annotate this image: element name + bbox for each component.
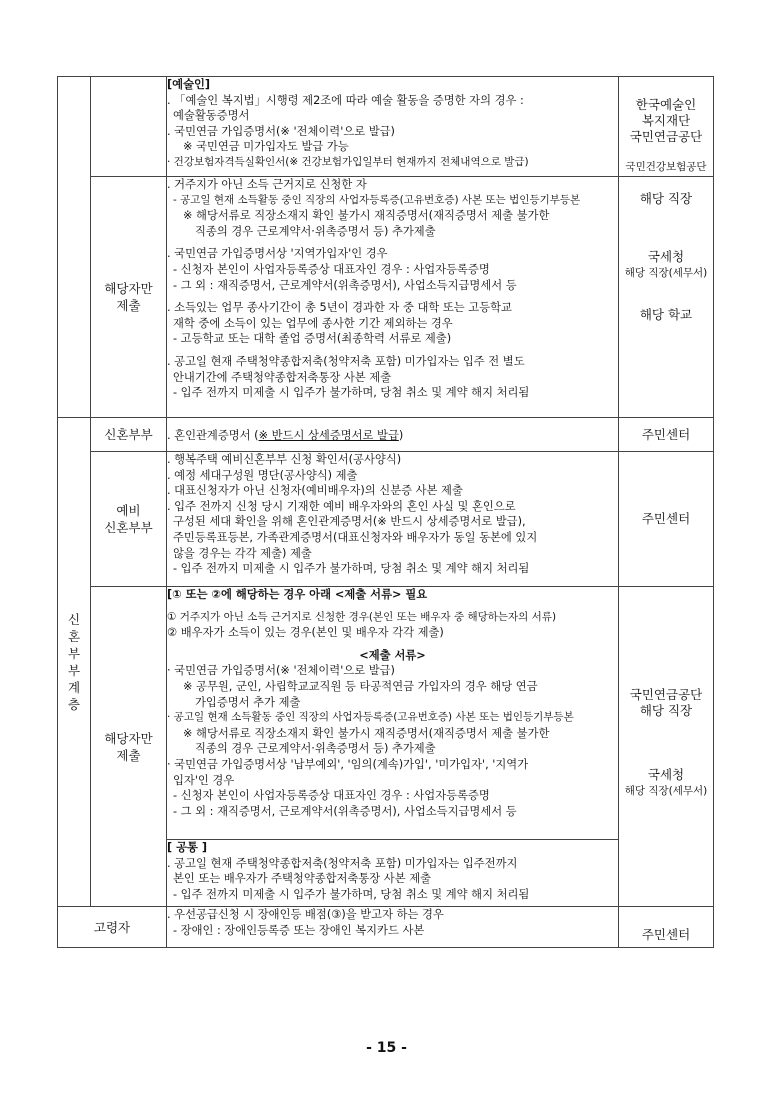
doc-line: . 소득있는 업무 종사기간이 총 5년이 경과한 자 중 대학 또는 고등학교	[167, 301, 512, 315]
elderly-content	[167, 907, 619, 948]
issuer-text: 국세청	[647, 767, 685, 782]
pre-newlywed-content	[167, 452, 619, 587]
issuer-text: 복지재단	[641, 113, 691, 128]
doc-line: . 대표신청자가 아닌 신청자(예비배우자)의 신분증 사본 제출	[167, 484, 463, 498]
doc-line: - 그 외 : 재직증명서, 근로계약서(위촉증명서), 사업소득지급명세서 등	[173, 278, 517, 292]
label-text: 해당자만	[104, 281, 153, 296]
doc-line: - 고등학교 또는 대학 졸업 증명서(최종학력 서류로 제출)	[173, 332, 452, 346]
doc-line: . 혼인관계증명서 (	[167, 429, 259, 443]
group-char: 계	[67, 680, 81, 695]
issuer-text: 주민센터	[641, 511, 691, 526]
doc-line: 안내기간에 주택청약종합저축통장 사본 제출	[173, 370, 392, 384]
doc-line: ※ 해당서류로 직장소재지 확인 불가시 재직증명서(재직증명서 제출 불가한	[183, 209, 550, 223]
label-text: 제출	[116, 747, 141, 763]
doc-line: 않을 경우는 각각 제출) 제출	[173, 546, 312, 560]
doc-line: 예술활동증명서	[173, 109, 250, 123]
issuer-text: 해당 직장(세무서)	[624, 267, 708, 279]
label-text: 신혼부부	[104, 520, 153, 535]
label-text: 고령자	[93, 919, 131, 935]
doc-line: ※ 국민연금 미가입자도 발급 가능	[183, 140, 349, 154]
doc-line: 구성된 세대 확인을 위해 혼인관계증명서(※ 반드시 상세증명서로 발급),	[173, 515, 526, 529]
applicable-label-1	[91, 177, 167, 418]
doc-line: ① 거주지가 아닌 소득 근거지로 신청한 경우(본인 또는 배우자 중 해당하는자의 서류)	[167, 610, 557, 623]
elderly-issuer	[619, 907, 714, 948]
issuer-text: 국민건강보험공단	[625, 161, 707, 173]
doc-line-underlined: ※ 반드시 상세증명서로 발급	[258, 429, 399, 443]
issuer-text: 한국예술인	[635, 97, 697, 112]
doc-line: . 공고일 현재 주택청약종합저축(청약저축 포함) 미가입자는 입주전까지	[167, 856, 518, 870]
issuer-text: 해당 직장	[639, 703, 693, 718]
doc-line: · 국민연금 가입증명서(※ '전체이력'으로 발급)	[167, 664, 395, 678]
doc-line: - 공고일 현재 소득활동 중인 직장의 사업자등록증(고유번호증) 사본 또는 법인등기부등본	[173, 193, 581, 206]
issuer-text: 국세청	[647, 249, 685, 264]
common-content	[167, 840, 619, 907]
doc-line: . 예정 세대구성원 명단(공사양식) 제출	[167, 468, 358, 482]
applicable-content-2	[167, 587, 619, 840]
doc-line: - 장애인 : 장애인등록증 또는 장애인 복지카드 사본	[173, 923, 425, 937]
doc-line: . 입주 전까지 신청 당시 기재한 예비 배우자와의 혼인 사실 및 혼인으로	[167, 499, 516, 513]
applicable-label-2	[91, 587, 167, 907]
pre-newlywed-issuer	[619, 452, 714, 587]
group-char: 부	[67, 663, 81, 678]
label-text: 예비	[116, 503, 141, 518]
label-text: 신혼부부	[104, 427, 153, 442]
doc-line: - 입주 전까지 미제출 시 입주가 불가하며, 당첨 취소 및 계약 해지 처리됨	[173, 887, 530, 901]
section-heading: [① 또는 ②에 해당하는 경우 아래 <제출 서류> 필요	[167, 588, 428, 601]
page-number: - 15 -	[366, 1040, 407, 1056]
doc-line: - 그 외 : 재직증명서, 근로계약서(위촉증명서), 사업소득지급명세서 등	[173, 804, 517, 818]
doc-line: 입자'인 경우	[173, 773, 235, 787]
label-text: 제출	[116, 298, 141, 313]
group-cell-top	[58, 77, 91, 418]
newlywed-content	[167, 418, 619, 452]
row-pre-newlywed	[58, 452, 714, 587]
doc-line: - 신청자 본인이 사업자등록증상 대표자인 경우 : 사업자등록증명	[173, 789, 490, 803]
group-char: 층	[67, 697, 81, 712]
issuer-text: 해당 직장(세무서)	[624, 785, 708, 797]
doc-line: 직종의 경우 근로계약서·위촉증명서 등) 추가제출	[195, 742, 436, 756]
issuer-text: 해당 학교	[639, 307, 693, 322]
doc-line: . 국민연금 가입증명서상 '지역가입자'인 경우	[167, 247, 388, 261]
group-char: 신	[67, 612, 81, 627]
doc-line: 재학 중에 소득이 있는 업무에 종사한 기간 제외하는 경우	[173, 316, 453, 330]
artist-heading: [예술인]	[167, 78, 211, 91]
doc-line: . 「예술인 복지법」시행령 제2조에 따라 예술 활동을 증명한 자의 경우 :	[167, 93, 524, 107]
section-subheading: <제출 서류>	[359, 648, 426, 662]
doc-line: - 신청자 본인이 사업자등록증상 대표자인 경우 : 사업자등록증명	[173, 262, 490, 276]
doc-line: . 거주지가 아닌 소득 근거지로 신청한 자	[167, 178, 367, 191]
row-artist	[58, 77, 714, 177]
issuer-text: 해당 직장	[639, 191, 693, 206]
doc-line: ② 배우자가 소득이 있는 경우(본인 및 배우자 각각 제출)	[167, 626, 444, 640]
newlywed-issuer	[619, 418, 714, 452]
artist-label-cell	[91, 77, 167, 177]
doc-line: ※ 공무원, 군인, 사립학교교직원 등 타공적연금 가입자의 경우 해당 연금	[183, 679, 538, 693]
doc-line: . 국민연금 가입증명서(※ '전체이력'으로 발급)	[167, 124, 395, 138]
issuer-text: 주민센터	[641, 927, 691, 942]
artist-issuer	[619, 77, 714, 177]
doc-line: ※ 해당서류로 직장소재지 확인 불가시 재직증명서(재직증명서 제출 불가한	[183, 726, 550, 740]
label-text: 해당자만	[104, 730, 153, 746]
doc-line: . 우선공급신청 시 장애인등 배점(③)을 받고자 하는 경우	[167, 908, 444, 921]
doc-line: · 공고일 현재 소득활동 중인 직장의 사업자등록증(고유번호증) 사본 또는 법인등기부등본	[167, 711, 574, 724]
doc-line: - 입주 전까지 미제출 시 입주가 불가하며, 당첨 취소 및 계약 해지 처리됨	[173, 562, 530, 576]
row-elderly	[58, 907, 714, 948]
doc-line: 주민등록표등본, 가족관계증명서(대표신청자와 배우자가 동일 동본에 있지	[173, 530, 538, 544]
group-newlywed-tier	[58, 418, 91, 907]
document-table	[57, 76, 714, 948]
applicable-issuer-1	[619, 177, 714, 418]
row-newlywed	[58, 418, 714, 452]
newlywed-label	[91, 418, 167, 452]
pre-newlywed-label	[91, 452, 167, 587]
group-char: 혼	[67, 629, 81, 644]
section-heading: [ 공통 ]	[167, 841, 208, 854]
doc-line: )	[398, 429, 404, 443]
issuer-text: 주민센터	[641, 426, 691, 442]
group-char: 부	[67, 646, 81, 661]
artist-content	[167, 77, 619, 177]
doc-line: . 공고일 현재 주택청약종합저축(청약저축 포함) 미가입자는 입주 전 별도	[167, 354, 525, 368]
doc-line: - 입주 전까지 미제출 시 입주가 불가하며, 당첨 취소 및 계약 해지 처리됨	[173, 386, 530, 400]
applicable-issuer-2	[619, 587, 714, 907]
elderly-label	[58, 907, 167, 948]
issuer-text: 국민연금공단	[629, 129, 703, 144]
doc-line: 가입증명서 추가 제출	[195, 695, 301, 709]
issuer-text: 국민연금공단	[629, 687, 703, 702]
doc-line: 직종의 경우 근로계약서·위촉증명서 등) 추가제출	[195, 224, 436, 238]
doc-line: . 행복주택 예비신혼부부 신청 확인서(공사양식)	[167, 453, 402, 466]
applicable-content-1	[167, 177, 619, 418]
doc-line: · 국민연금 가입증명서상 '납부예외', '임의(계속)가입', '미가입자', '지역가	[167, 757, 529, 771]
row-applicable-2	[58, 587, 714, 840]
doc-line: 본인 또는 배우자가 주택청약종합저축통장 사본 제출	[173, 872, 432, 886]
doc-line: · 건강보험자격득실확인서(※ 건강보험가입일부터 현재까지 전체내역으로 발급)	[167, 155, 529, 168]
row-applicable-1	[58, 177, 714, 418]
